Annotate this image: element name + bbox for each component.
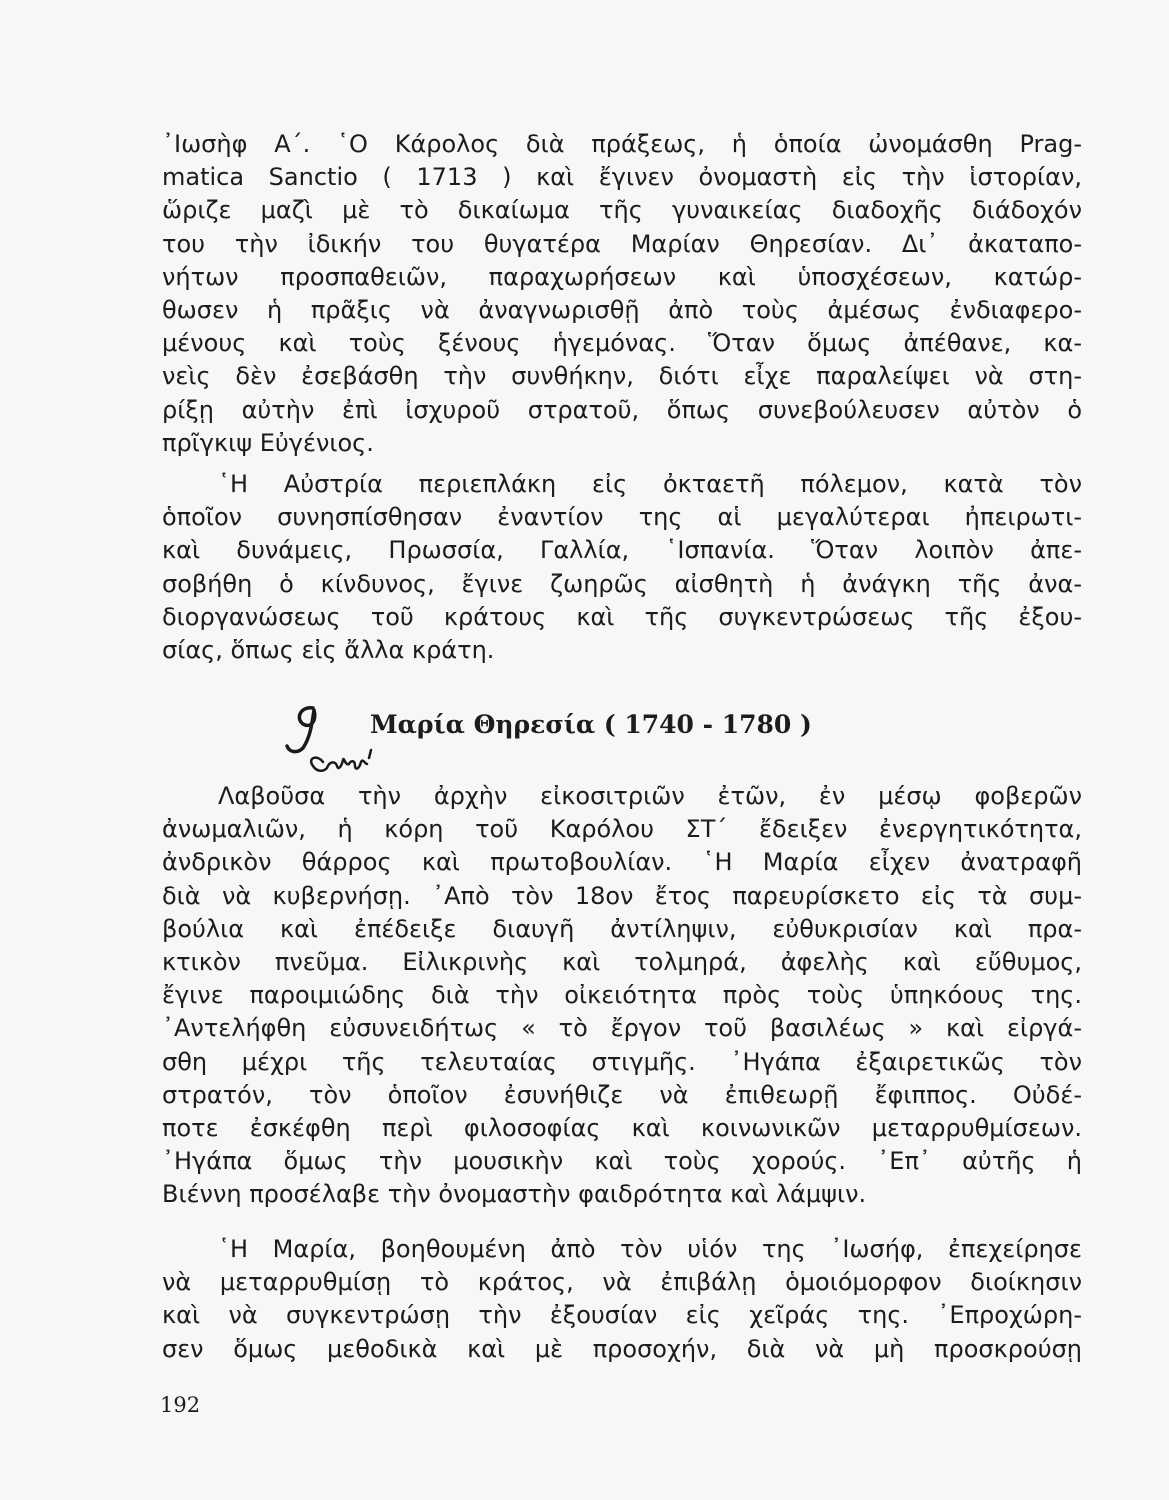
text-line: ᾿Ηγάπα ὅμως τὴν μουσικὴν καὶ τοὺς χορούς. ᾿Επ᾿ αὐτῆς ἡ: [162, 1147, 1082, 1176]
page-number: 192: [160, 1393, 201, 1417]
handwriting-glyph: [283, 702, 373, 782]
text-line: ὥριζε μαζὶ μὲ τὸ δικαίωμα τῆς γυναικείας διαδοχῆς διάδοχόν: [162, 196, 1082, 225]
handwritten-annotation: [283, 702, 373, 782]
text-line: σθη μέχρι τῆς τελευταίας στιγμῆς. ᾿Ηγάπα ἐξαιρετικῶς τὸν: [162, 1047, 1082, 1076]
text-line: ᾿Αντελήφθη εὐσυνειδήτως « τὸ ἔργον τοῦ βασιλέως » καὶ εἰργά-: [162, 1014, 1082, 1043]
text-line: καὶ νὰ συγκεντρώσῃ τὴν ἐξουσίαν εἰς χεῖράς της. ᾿Επροχώρη-: [162, 1301, 1082, 1330]
text-line: matica Sanctio ( 1713 ) καὶ ἔγινεν ὀνομαστὴ εἰς τὴν ἱστορίαν,: [162, 163, 1082, 192]
text-line: ρίξῃ αὐτὴν ἐπὶ ἰσχυροῦ στρατοῦ, ὅπως συνεβούλευσεν αὐτὸν ὁ: [162, 395, 1082, 424]
text-line: σοβήθη ὁ κίνδυνος, ἔγινε ζωηρῶς αἰσθητὴ ἡ ἀνάγκη τῆς ἀνα-: [162, 569, 1082, 598]
paragraph-1: [162, 128, 1082, 460]
text-line: νεὶς δὲν ἐσεβάσθη τὴν συνθήκην, διότι εἶχε παραλείψει νὰ στη-: [162, 362, 1082, 391]
text-line: ῾Η Αὐστρία περιεπλάκη εἰς ὀκταετῆ πόλεμον, κατὰ τὸν: [218, 470, 1082, 498]
text-line: νὰ μεταρρυθμίσῃ τὸ κράτος, νὰ ἐπιβάλῃ ὁμοιόμορφον διοίκησιν: [162, 1268, 1082, 1297]
text-line: ὁποῖον συνησπίσθησαν ἐναντίον της αἱ μεγαλύτεραι ἠπειρωτι-: [162, 503, 1082, 532]
text-line: ἔγινε παροιμιώδης διὰ τὴν οἰκειότητα πρὸς τοὺς ὑπηκόους της.: [162, 981, 1082, 1010]
text-line: ποτε ἐσκέφθη περὶ φιλοσοφίας καὶ κοινωνικῶν μεταρρυθμίσεων.: [162, 1113, 1082, 1142]
text-line: σίας, ὅπως εἰς ἄλλα κράτη.: [162, 635, 495, 664]
text-line: ῾Η Μαρία, βοηθουμένη ἀπὸ τὸν υἱόν της ᾿Ιωσήφ, ἐπεχείρησε: [218, 1235, 1082, 1263]
text-line: πρῖγκιψ Εὐγένιος.: [162, 428, 374, 457]
text-line: μένους καὶ τοὺς ξένους ἡγεμόνας. Ὅταν ὅμως ἀπέθανε, κα-: [162, 329, 1082, 358]
text-line: Βιέννη προσέλαβε τὴν ὀνομαστὴν φαιδρότητα καὶ λάμψιν.: [162, 1180, 867, 1209]
text-line: ἀνωμαλιῶν, ἡ κόρη τοῦ Καρόλου ΣΤ΄ ἔδειξεν ἐνεργητικότητα,: [162, 815, 1082, 844]
text-line: καὶ δυνάμεις, Πρωσσία, Γαλλία, ῾Ισπανία. Ὅταν λοιπὸν ἀπε-: [162, 536, 1082, 565]
text-line: ἀνδρικὸν θάρρος καὶ πρωτοβουλίαν. ῾Η Μαρία εἶχεν ἀνατραφῆ: [162, 848, 1082, 877]
text-line: στρατόν, τὸν ὁποῖον ἐσυνήθιζε νὰ ἐπιθεωρῇ ἔφιππος. Οὐδέ-: [162, 1080, 1082, 1109]
text-line: Λαβοῦσα τὴν ἀρχὴν εἰκοσιτριῶν ἐτῶν, ἐν μέσῳ φοβερῶν: [218, 782, 1082, 810]
text-line: διὰ νὰ κυβερνήσῃ. ᾿Απὸ τὸν 18ον ἔτος παρευρίσκετο εἰς τὰ συμ-: [162, 881, 1082, 910]
text-line: θωσεν ἡ πρᾶξις νὰ ἀναγνωρισθῇ ἀπὸ τοὺς ἀμέσως ἐνδιαφερο-: [162, 295, 1082, 324]
text-line: διοργανώσεως τοῦ κράτους καὶ τῆς συγκεντρώσεως τῆς ἐξου-: [162, 602, 1082, 631]
text-line: βούλια καὶ ἐπέδειξε διαυγῆ ἀντίληψιν, εὐθυκρισίαν καὶ πρα-: [162, 914, 1082, 943]
paragraph-4: [162, 1233, 1082, 1366]
text-line: ᾿Ιωσὴφ Α΄. ῾Ο Κάρολος διὰ πράξεως, ἡ ὁποία ὠνομάσθη Prag-: [162, 130, 1082, 158]
section-heading: Μαρία Θηρεσία ( 1740 - 1780 ): [370, 710, 812, 739]
paragraph-2: [162, 468, 1082, 667]
text-line: του τὴν ἰδικήν του θυγατέρα Μαρίαν Θηρεσίαν. Δι᾿ ἀκαταπο-: [162, 229, 1082, 258]
text-line: σεν ὅμως μεθοδικὰ καὶ μὲ προσοχήν, διὰ νὰ μὴ προσκρούσῃ: [162, 1334, 1082, 1363]
text-line: νήτων προσπαθειῶν, παραχωρήσεων καὶ ὑποσχέσεων, κατώρ-: [162, 262, 1082, 291]
paragraph-3: [162, 780, 1082, 1211]
text-line: κτικὸν πνεῦμα. Εἰλικρινὴς καὶ τολμηρά, ἀφελὴς καὶ εὔθυμος,: [162, 947, 1082, 976]
